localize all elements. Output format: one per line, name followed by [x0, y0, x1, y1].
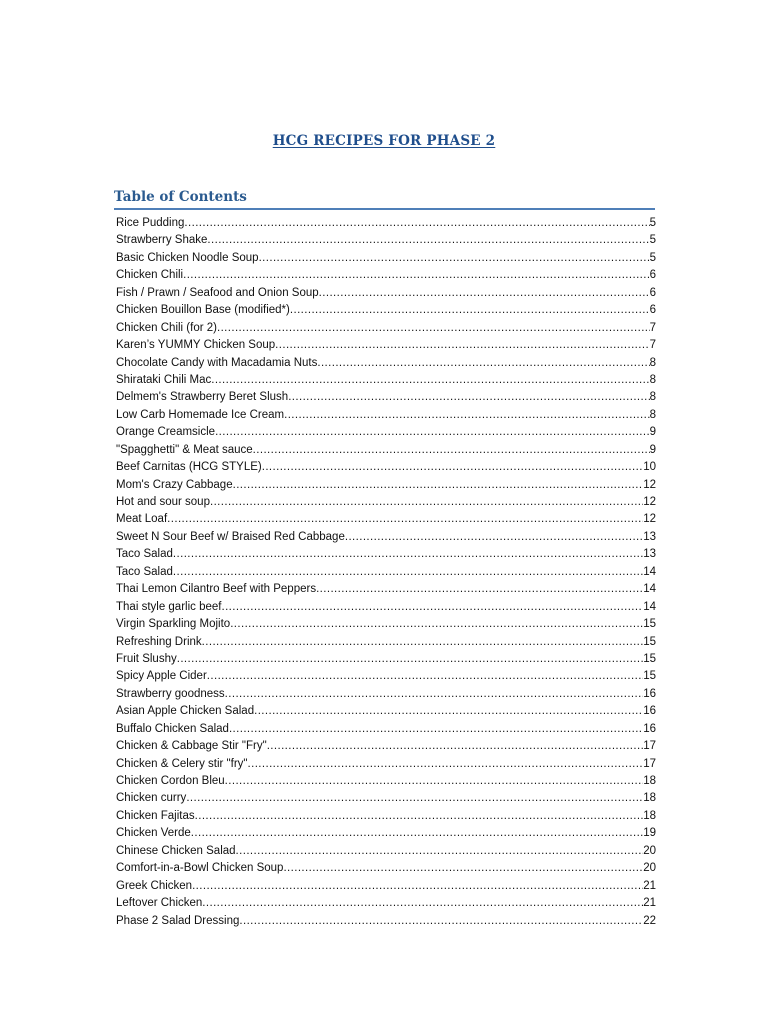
toc-entry-title: Chicken curry: [116, 792, 187, 805]
toc-entry-title: "Spagghetti" & Meat sauce: [116, 443, 253, 456]
toc-entry[interactable]: [116, 913, 656, 930]
toc-entry[interactable]: [116, 825, 656, 842]
toc-entry[interactable]: [116, 668, 656, 685]
toc-entry[interactable]: [116, 860, 656, 877]
toc-dot-leader: [319, 285, 650, 302]
toc-entry-title: Rice Pudding: [116, 217, 185, 229]
toc-entry-page-number: 22: [643, 914, 656, 927]
toc-entry-page-number: 16: [643, 722, 656, 735]
toc-entry-title: Karen’s YUMMY Chicken Soup: [116, 339, 276, 352]
toc-entry-title: Chicken Fajitas: [116, 809, 195, 822]
toc-entry[interactable]: [116, 442, 656, 459]
toc-entry-page-number: 15: [643, 618, 656, 631]
toc-entry-page-number: 19: [643, 827, 656, 840]
toc-dot-leader: [217, 320, 650, 337]
toc-entry-page-number: 17: [643, 740, 656, 753]
toc-entry-page-number: 18: [643, 792, 656, 805]
toc-dot-leader: [262, 459, 643, 476]
toc-dot-leader: [236, 843, 644, 860]
toc-entry-page-number: 15: [643, 652, 656, 665]
toc-entry[interactable]: [116, 372, 656, 389]
toc-entry[interactable]: [116, 389, 656, 406]
document-title-text: HCG RECIPES FOR PHASE 2: [272, 133, 496, 149]
toc-entry[interactable]: [116, 511, 656, 528]
table-of-contents: [116, 215, 656, 930]
toc-entry[interactable]: [116, 686, 656, 703]
toc-entry-title: Chicken Cordon Bleu: [116, 775, 225, 787]
toc-dot-leader: [191, 825, 643, 842]
toc-entry-title: Comfort-in-a-Bowl Chicken Soup: [116, 862, 284, 875]
toc-dot-leader: [239, 913, 643, 930]
toc-dot-leader: [210, 494, 643, 511]
toc-dot-leader: [275, 337, 649, 354]
toc-entry[interactable]: [116, 878, 656, 895]
toc-entry-page-number: 9: [649, 426, 656, 439]
toc-dot-leader: [215, 424, 650, 441]
toc-entry[interactable]: [116, 337, 656, 354]
toc-entry-page-number: 6: [649, 269, 656, 282]
toc-entry-title: Strawberry Shake: [116, 234, 208, 247]
toc-entry-page-number: 15: [643, 670, 656, 683]
toc-entry-title: Mom's Crazy Cabbage: [116, 478, 233, 491]
toc-entry[interactable]: [116, 843, 656, 860]
toc-dot-leader: [290, 302, 650, 319]
toc-entry[interactable]: [116, 546, 656, 563]
toc-entry-title: Refreshing Drink: [116, 635, 202, 648]
toc-dot-leader: [177, 651, 643, 668]
toc-entry-page-number: 18: [643, 809, 656, 822]
toc-entry[interactable]: [116, 320, 656, 337]
toc-entry[interactable]: [116, 756, 656, 773]
toc-dot-leader: [173, 546, 643, 563]
toc-entry-page-number: 16: [643, 705, 656, 718]
toc-entry[interactable]: [116, 459, 656, 476]
toc-dot-leader: [202, 895, 643, 912]
toc-entry-title: Strawberry goodness: [116, 687, 225, 700]
toc-entry-page-number: 8: [649, 391, 656, 404]
toc-entry[interactable]: [116, 616, 656, 633]
toc-entry-title: Spicy Apple Cider: [116, 670, 207, 683]
toc-dot-leader: [195, 808, 644, 825]
toc-entry-title: Taco Salad: [116, 565, 173, 578]
toc-dot-leader: [167, 511, 643, 528]
toc-dot-leader: [225, 773, 644, 790]
toc-entry-title: Taco Salad: [116, 548, 173, 561]
toc-entry-page-number: 17: [643, 757, 656, 770]
toc-dot-leader: [267, 738, 644, 755]
toc-entry-title: Chicken Chili (for 2): [116, 321, 217, 334]
toc-entry-title: Shirataki Chili Mac: [116, 373, 212, 386]
toc-entry-title: Meat Loaf: [116, 513, 168, 526]
toc-entry-title: Virgin Sparkling Mojito: [116, 618, 231, 631]
toc-heading: Table of Contents: [114, 189, 655, 210]
toc-entry-title: Sweet N Sour Beef w/ Braised Red Cabbage: [116, 530, 345, 543]
toc-entry-page-number: 13: [643, 530, 656, 543]
toc-entry-title: Greek Chicken: [116, 879, 193, 892]
toc-entry-page-number: 5: [649, 251, 656, 264]
toc-dot-leader: [173, 564, 643, 581]
toc-dot-leader: [211, 372, 649, 389]
toc-entry[interactable]: [116, 232, 656, 249]
toc-entry-page-number: 8: [649, 373, 656, 386]
toc-entry[interactable]: [116, 477, 656, 494]
toc-dot-leader: [288, 389, 649, 406]
toc-entry-page-number: 12: [643, 496, 656, 508]
toc-entry-page-number: 8: [649, 408, 656, 421]
toc-entry-title: Buffalo Chicken Salad: [116, 722, 229, 735]
toc-entry[interactable]: [116, 703, 656, 720]
toc-dot-leader: [229, 721, 643, 738]
toc-entry[interactable]: [116, 494, 656, 511]
toc-entry[interactable]: [116, 790, 656, 807]
document-title: [0, 133, 768, 149]
toc-entry-page-number: 21: [643, 897, 656, 910]
toc-entry-title: Beef Carnitas (HCG STYLE): [116, 461, 262, 474]
toc-entry-title: Fruit Slushy: [116, 652, 177, 665]
toc-entry-title: Chicken Chili: [116, 269, 184, 282]
toc-entry-page-number: 5: [649, 217, 656, 229]
toc-entry-page-number: 8: [649, 356, 656, 369]
toc-entry[interactable]: [116, 651, 656, 668]
toc-dot-leader: [230, 616, 643, 633]
toc-entry-page-number: 13: [643, 548, 656, 561]
toc-entry[interactable]: [116, 424, 656, 441]
toc-entry-page-number: 12: [643, 513, 656, 526]
toc-dot-leader: [259, 250, 650, 267]
toc-entry-page-number: 21: [643, 879, 656, 892]
toc-entry-page-number: 12: [643, 478, 656, 491]
toc-dot-leader: [184, 215, 649, 232]
toc-entry-title: Basic Chicken Noodle Soup: [116, 251, 259, 264]
toc-entry-title: Chicken Bouillon Base (modified*): [116, 304, 290, 317]
toc-entry-title: Chocolate Candy with Macadamia Nuts: [116, 356, 318, 369]
toc-entry-page-number: 14: [643, 583, 656, 596]
toc-entry-title: Leftover Chicken: [116, 897, 203, 910]
toc-entry-page-number: 7: [649, 339, 656, 352]
toc-entry[interactable]: [116, 634, 656, 651]
toc-dot-leader: [225, 686, 644, 703]
toc-entry[interactable]: [116, 285, 656, 302]
toc-dot-leader: [186, 790, 643, 807]
toc-entry-page-number: 6: [649, 286, 656, 299]
toc-entry[interactable]: [116, 355, 656, 372]
toc-entry-page-number: 6: [649, 304, 656, 317]
toc-entry[interactable]: [116, 581, 656, 598]
toc-entry-title: Delmem's Strawberry Beret Slush: [116, 391, 289, 404]
toc-entry-page-number: 9: [649, 443, 656, 456]
toc-dot-leader: [317, 355, 649, 372]
toc-entry[interactable]: [116, 721, 656, 738]
toc-entry[interactable]: [116, 808, 656, 825]
toc-entry-title: Thai style garlic beef: [116, 600, 222, 613]
toc-dot-leader: [345, 529, 643, 546]
toc-entry-page-number: 15: [643, 635, 656, 648]
toc-entry-page-number: 5: [649, 234, 656, 247]
toc-entry-page-number: 7: [649, 321, 656, 334]
toc-entry[interactable]: [116, 215, 656, 232]
toc-entry-title: Chicken Verde: [116, 827, 191, 840]
toc-entry[interactable]: [116, 407, 656, 424]
toc-entry-title: Thai Lemon Cilantro Beef with Peppers: [116, 583, 317, 596]
toc-entry-title: Phase 2 Salad Dressing: [116, 914, 240, 927]
toc-entry[interactable]: [116, 773, 656, 790]
toc-entry-title: Chicken & Celery stir "fry": [116, 757, 248, 770]
toc-entry-page-number: 18: [643, 775, 656, 787]
toc-dot-leader: [283, 860, 643, 877]
toc-dot-leader: [254, 703, 643, 720]
toc-entry-page-number: 10: [643, 461, 656, 474]
toc-entry-title: Hot and sour soup: [116, 496, 210, 508]
toc-entry[interactable]: [116, 599, 656, 616]
toc-dot-leader: [253, 442, 650, 459]
toc-entry-page-number: 14: [643, 600, 656, 613]
toc-dot-leader: [233, 477, 644, 494]
toc-dot-leader: [207, 232, 649, 249]
toc-dot-leader: [183, 267, 649, 284]
toc-entry-title: Chinese Chicken Salad: [116, 844, 236, 857]
toc-dot-leader: [202, 634, 644, 651]
toc-dot-leader: [316, 581, 643, 598]
toc-dot-leader: [284, 407, 650, 424]
toc-dot-leader: [221, 599, 643, 616]
toc-entry-title: Asian Apple Chicken Salad: [116, 705, 255, 718]
toc-entry[interactable]: [116, 564, 656, 581]
toc-entry-page-number: 20: [643, 862, 656, 875]
toc-dot-leader: [248, 756, 644, 773]
toc-dot-leader: [192, 878, 643, 895]
toc-entry-title: Orange Creamsicle: [116, 426, 216, 439]
toc-entry[interactable]: [116, 529, 656, 546]
toc-entry[interactable]: [116, 302, 656, 319]
toc-dot-leader: [207, 668, 643, 685]
toc-entry[interactable]: [116, 250, 656, 267]
toc-entry-page-number: 20: [643, 844, 656, 857]
toc-entry-title: Chicken & Cabbage Stir "Fry": [116, 740, 267, 753]
toc-entry-title: Fish / Prawn / Seafood and Onion Soup: [116, 286, 319, 299]
toc-entry[interactable]: [116, 895, 656, 912]
toc-entry-title: Low Carb Homemade Ice Cream: [116, 408, 285, 421]
toc-entry-page-number: 16: [643, 687, 656, 700]
toc-entry-page-number: 14: [643, 565, 656, 578]
toc-entry[interactable]: [116, 267, 656, 284]
toc-entry[interactable]: [116, 738, 656, 755]
